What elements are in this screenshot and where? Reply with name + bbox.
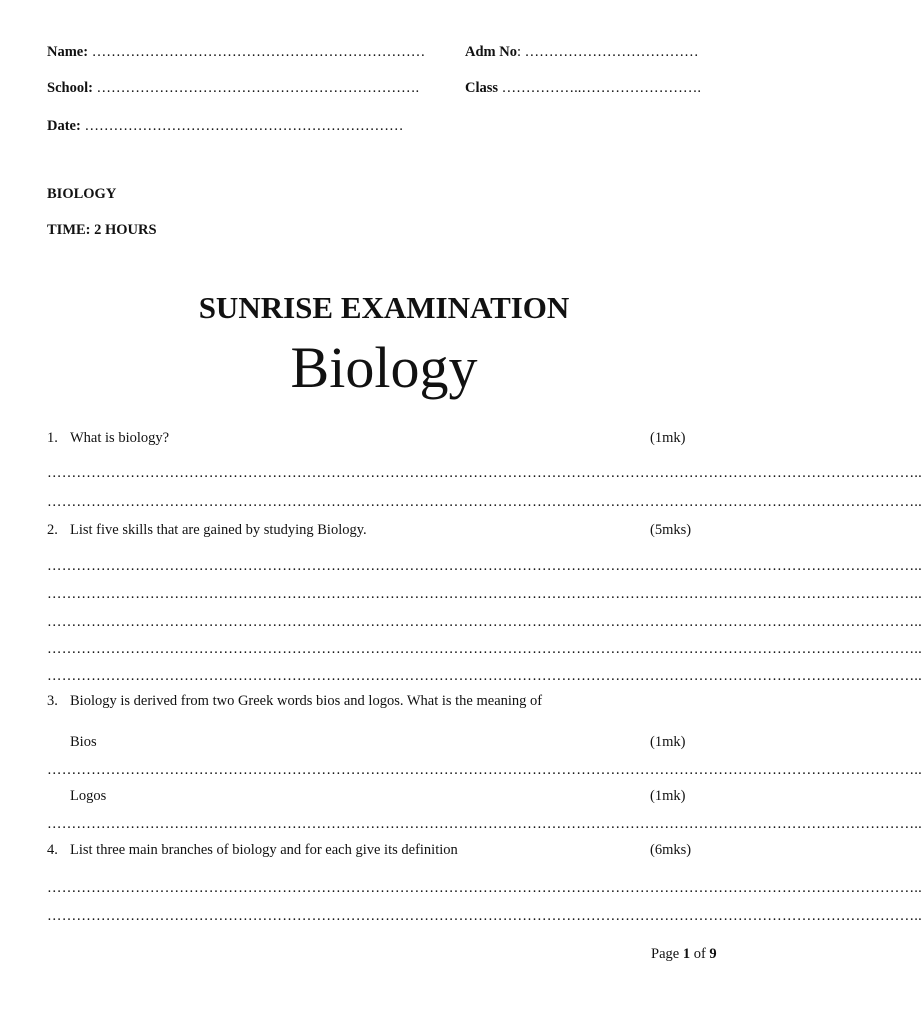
question-number: 2. xyxy=(47,522,58,538)
school-dots: …………………………………………………………. xyxy=(96,80,420,96)
answer-line[interactable]: …………………………………………………………………………………………………………………………………………………………….. xyxy=(47,762,922,778)
page-word: Page xyxy=(651,946,680,962)
of-word: of xyxy=(693,946,706,962)
adm-no-dots: : ……………………………… xyxy=(516,44,699,60)
answer-line[interactable]: …………………………………………………………………………………………………………………………………………………………….. xyxy=(47,668,922,684)
question-text: List five skills that are gained by studying Biology. xyxy=(70,522,367,538)
page-total: 9 xyxy=(709,946,717,962)
question-number: 3. xyxy=(47,693,58,709)
exam-title: SUNRISE EXAMINATION xyxy=(198,290,570,325)
answer-line[interactable]: …………………………………………………………………………………………………………………………………………………………….. xyxy=(47,908,922,924)
answer-line[interactable]: …………………………………………………………………………………………………………………………………………………………….. xyxy=(47,880,922,896)
question-marks: (1mk) xyxy=(650,430,686,446)
part-marks: (1mk) xyxy=(650,734,686,750)
school-label: School: xyxy=(47,80,93,96)
answer-line[interactable]: …………………………………………………………………………………………………………………………………………………………….. xyxy=(47,614,922,630)
class-label: Class xyxy=(465,80,499,96)
page-current: 1 xyxy=(682,946,691,962)
question-text: What is biology? xyxy=(70,430,170,446)
part-label: Bios xyxy=(70,734,97,750)
part-marks: (1mk) xyxy=(650,788,686,804)
subject-title: Biology xyxy=(290,335,478,400)
date-dots: ………………………………………………………… xyxy=(84,118,404,134)
name-field xyxy=(47,44,425,61)
answer-line[interactable]: …………………………………………………………………………………………………………………………………………………………….. xyxy=(47,641,922,657)
part-label: Logos xyxy=(70,788,107,804)
answer-line[interactable]: …………………………………………………………………………………………………………………………………………………………….. xyxy=(47,494,922,510)
answer-line[interactable]: …………………………………………………………………………………………………………………………………………………………….. xyxy=(47,558,922,574)
answer-line[interactable]: …………………………………………………………………………………………………………………………………………………………….. xyxy=(47,586,922,602)
question-text: Biology is derived from two Greek words bios and logos. What is the meaning of xyxy=(70,693,543,709)
question-text: List three main branches of biology and for each give its definition xyxy=(70,842,458,858)
question-marks: (5mks) xyxy=(650,522,692,538)
school-field xyxy=(47,80,419,97)
answer-line[interactable]: …………………………………………………………………………………………………………………………………………………………….. xyxy=(47,465,922,481)
adm-no-field xyxy=(465,44,699,61)
adm-no-label: Adm No xyxy=(465,44,517,60)
question-number: 4. xyxy=(47,842,58,858)
page-number xyxy=(651,946,717,963)
name-label: Name: xyxy=(47,44,89,60)
date-field xyxy=(47,118,403,135)
class-field xyxy=(465,80,701,97)
answer-line[interactable]: …………………………………………………………………………………………………………………………………………………………….. xyxy=(47,816,922,832)
question-marks: (6mks) xyxy=(650,842,692,858)
name-dots: …………………………………………………………… xyxy=(91,44,426,60)
time-heading: TIME: 2 HOURS xyxy=(47,222,157,238)
class-dots: ……………..……………………. xyxy=(501,80,702,96)
question-number: 1. xyxy=(47,430,58,446)
subject-heading: BIOLOGY xyxy=(47,186,117,202)
date-label: Date: xyxy=(47,118,81,134)
